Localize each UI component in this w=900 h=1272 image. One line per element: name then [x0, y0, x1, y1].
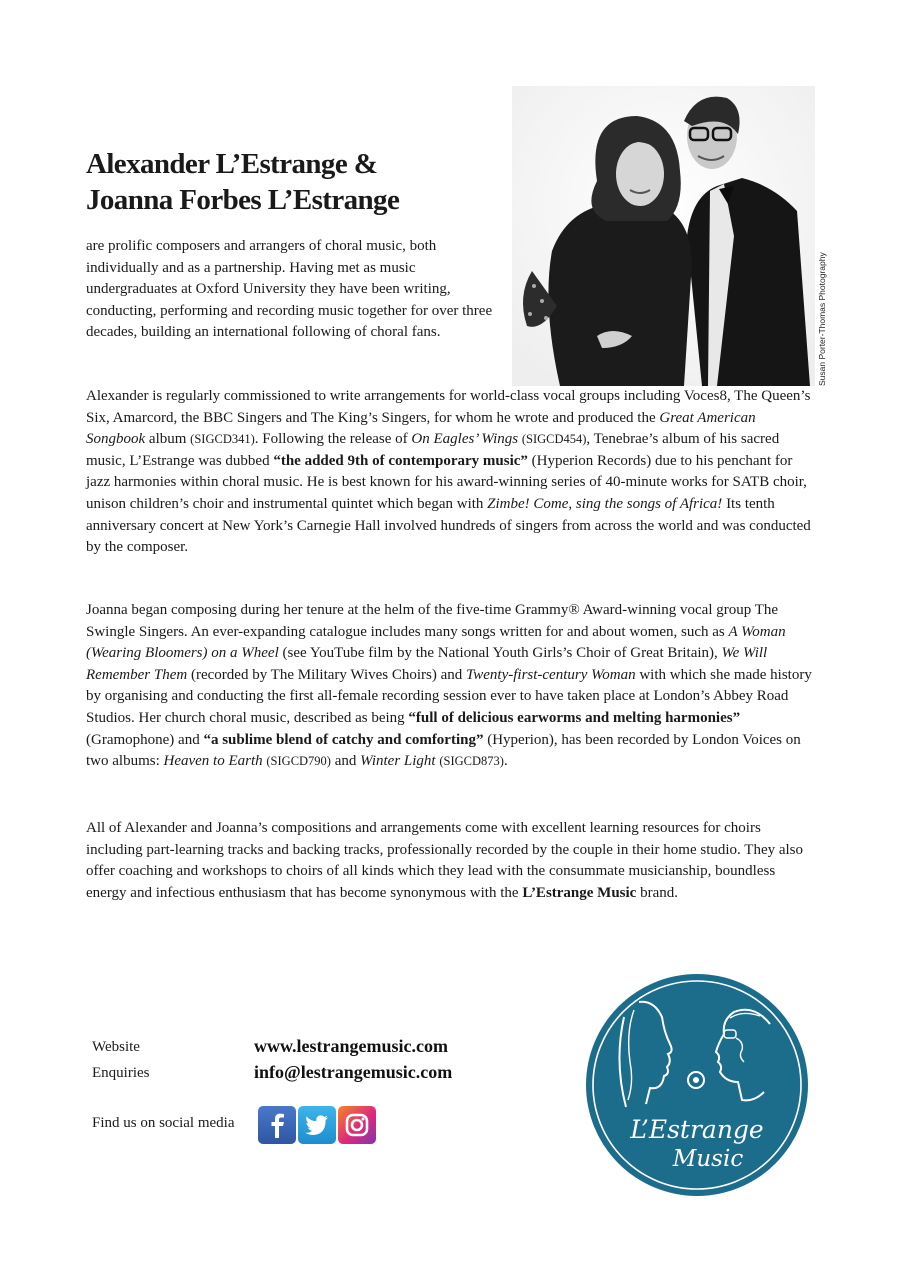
- press-quote: “the added 9th of contemporary music”: [273, 452, 528, 469]
- portrait-photo: [512, 86, 815, 386]
- lestrange-music-logo: [584, 972, 810, 1198]
- work-title: Twenty-first-century Woman: [466, 666, 636, 683]
- logo-emblem: [584, 972, 810, 1198]
- catalogue-number: (SIGCD790): [266, 754, 331, 769]
- website-label: Website: [92, 1039, 140, 1055]
- logo-line-2: Music: [672, 1146, 744, 1172]
- twitter-icon[interactable]: [298, 1106, 336, 1144]
- work-title: A Woman (Wearing Bloomers) on a Wheel: [86, 623, 786, 662]
- facebook-glyph: [258, 1106, 296, 1144]
- twitter-glyph: [298, 1106, 336, 1144]
- website-link[interactable]: www.lestrangemusic.com: [254, 1036, 448, 1056]
- intro-paragraph: are prolific composers and arrangers of choral music, both individually and as a partnership. Having met as music undergraduates at Oxford University they have been writing, conducting, performing and recording music together for over three decades, building an international following of choral fans.: [86, 238, 493, 341]
- title-line-1: Alexander L’Estrange &: [86, 148, 378, 180]
- brand-name: L’Estrange Music: [522, 884, 637, 901]
- portrait-illustration: [512, 86, 815, 386]
- joanna-paragraph: Joanna began composing during her tenure at the helm of the five-time Grammy® Award-winning vocal group The Swingle Singers. An ever-expanding catalogue includes many songs written for and about women, such as A Woman (Wearing Bloomers) on a Wheel (see YouTube film by the National Youth Girls’s Choir of Great Britain), We Will Remember Them (recorded by The Military Wives Choirs) and Twenty-first-century Woman with which she made history by organising and conducting the first all-female recording session ever to have taken place at London’s Abbey Road Studios. Her church choral music, described as being “full of delicious earworms and melting harmonies” (Gramophone) and “a sublime blend of catchy and comforting” (Hyperion), has been recorded by London Voices on two albums: Heaven to Earth (SIGCD790) and Winter Light (SIGCD873).: [86, 602, 812, 770]
- logo-line-1: L’Estrange: [630, 1115, 764, 1144]
- enquiries-label: Enquiries: [92, 1065, 150, 1081]
- photo-credit: Susan Porter-Thomas Photography: [817, 252, 827, 386]
- album-title: Winter Light: [360, 753, 436, 770]
- catalogue-number: (SIGCD341): [190, 432, 255, 447]
- page-title: [86, 146, 399, 218]
- title-line-2: Joanna Forbes L’Estrange: [86, 184, 400, 216]
- email-link[interactable]: info@lestrangemusic.com: [254, 1062, 453, 1082]
- album-title: Heaven to Earth: [163, 753, 263, 770]
- facebook-icon[interactable]: [258, 1106, 296, 1144]
- instagram-glyph: [338, 1106, 376, 1144]
- catalogue-number: (SIGCD454): [521, 432, 587, 447]
- press-quote: “full of delicious earworms and melting harmonies”: [408, 709, 741, 726]
- press-quote: “a sublime blend of catchy and comforting”: [203, 731, 484, 748]
- social-label: Find us on social media: [92, 1115, 235, 1131]
- album-title: On Eagles’ Wings: [411, 431, 519, 448]
- catalogue-number: (SIGCD873): [439, 754, 504, 769]
- resources-paragraph: All of Alexander and Joanna’s compositions and arrangements come with excellent learning resources for choirs including part-learning tracks and backing tracks, professionally recorded by the couple in their home studio. They also offer coaching and workshops to choirs of all kinds which they lead with the consummate musicianship, boundless energy and infectious enthusiasm that has become synonymous with the L’Estrange Music brand.: [86, 820, 804, 901]
- work-title: Zimbe! Come, sing the songs of Africa!: [487, 495, 723, 512]
- instagram-icon[interactable]: [338, 1106, 376, 1144]
- alexander-paragraph: Alexander is regularly commissioned to write arrangements for world-class vocal groups including Voces8, The Queen’s Six, Amarcord, the BBC Singers and The King’s Singers, for whom he wrote and produced the Great American Songbook album (SIGCD341). Following the release of On Eagles’ Wings (SIGCD454), Tenebrae’s album of his sacred music, L’Estrange was dubbed “the added 9th of contemporary music” (Hyperion Records) due to his penchant for jazz harmonies within choral music. He is best known for his award-winning series of 40-minute works for SATB choir, unison children’s choir and instrumental quintet which began with Zimbe! Come, sing the songs of Africa! Its tenth anniversary concert at New York’s Carnegie Hall involved hundreds of singers from across the world and was conducted by the composer.: [86, 388, 811, 556]
- album-title: Great American Songbook: [86, 409, 756, 448]
- work-title: We Will Remember Them: [86, 645, 768, 683]
